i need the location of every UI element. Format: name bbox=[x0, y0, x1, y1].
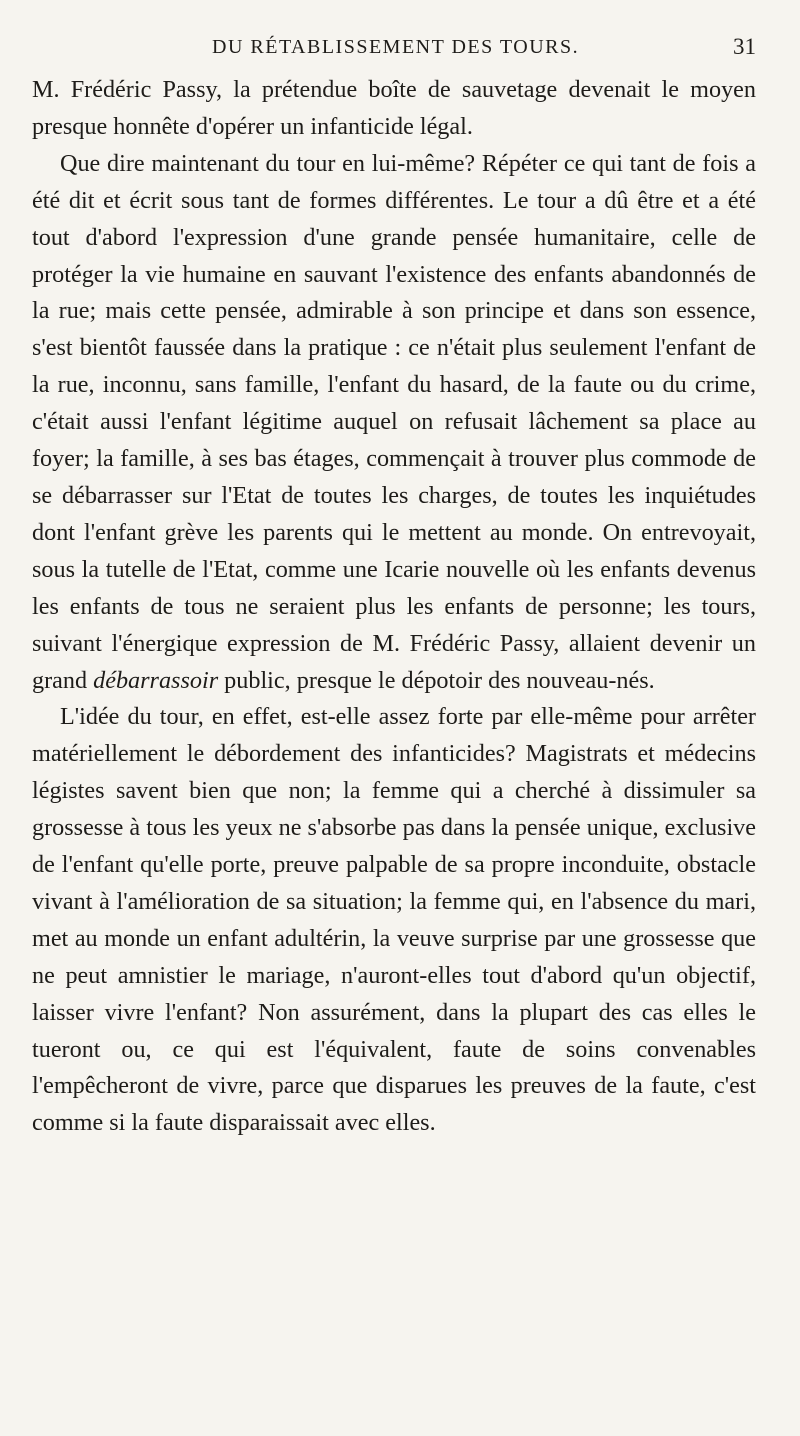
paragraph-1-text: M. Frédéric Passy, la prétendue boîte de sauvetage devenait le moyen presque honnête d'opérer un infanticide légal. bbox=[32, 76, 756, 140]
page-header bbox=[32, 30, 756, 72]
paragraph-2-text-after: public, presque le dépotoir des nouveau-nés. bbox=[218, 666, 655, 694]
paragraph-3 bbox=[32, 699, 756, 1142]
page-number: 31 bbox=[733, 34, 756, 59]
paragraph-2-text: Que dire maintenant du tour en lui-même? Répéter ce qui tant de fois a été dit et écrit sous tant de formes différentes. Le tour a dû être et a été tout d'abord l'expression d'une grande pensée humanitaire, celle de protéger la vie humaine en sauvant l'existence des enfants abandonnés de la rue; mais cette pensée, admirable à son principe et dans son essence, s'est bientôt faussée dans la pratique : ce n'était plus seulement l'enfant de la rue, inconnu, sans famille, l'enfant du hasard, de la faute ou du crime, c'était aussi l'enfant légitime auquel on refusait lâchement sa place au foyer; la famille, à ses bas étages, commençait à trouver plus commode de se débarrasser sur l'Etat de toutes les charges, de toutes les inquiétudes dont l'enfant grève les parents qui le mettent au monde. On entrevoyait, sous la tutelle de l'Etat, comme une Icarie nouvelle où les enfants devenus les enfants de tous ne seraient plus les enfants de personne; les tours, suivant l'énergique expression de M. Frédéric Passy, allaient devenir un grand bbox=[32, 149, 756, 694]
paragraph-2 bbox=[32, 146, 756, 700]
paragraph-2-italic-word: débarrassoir bbox=[93, 666, 219, 694]
running-title: DU RÉTABLISSEMENT DES TOURS. bbox=[212, 36, 580, 58]
body-text bbox=[32, 72, 756, 1142]
paragraph-1 bbox=[32, 72, 756, 146]
paragraph-3-text: L'idée du tour, en effet, est-elle assez forte par elle-même pour arrêter matériellement le débordement des infanticides? Magistrats et médecins légistes savent bien que non; la femme qui a cherché à dissimuler sa grossesse à tous les yeux ne s'absorbe pas dans la pensée unique, exclusive de l'enfant qu'elle porte, preuve palpable de sa propre inconduite, obstacle vivant à l'amélioration de sa situation; la femme qui, en l'absence du mari, met au monde un enfant adultérin, la veuve surprise par une grossesse que ne peut amnistier le mariage, n'auront-elles tout d'abord qu'un objectif, laisser vivre l'enfant? Non assurément, dans la plupart des cas elles le tueront ou, ce qui est l'équivalent, faute de soins convenables l'empêcheront de vivre, parce que disparues les preuves de la faute, c'est comme si la faute disparaissait avec elles. bbox=[32, 703, 756, 1137]
